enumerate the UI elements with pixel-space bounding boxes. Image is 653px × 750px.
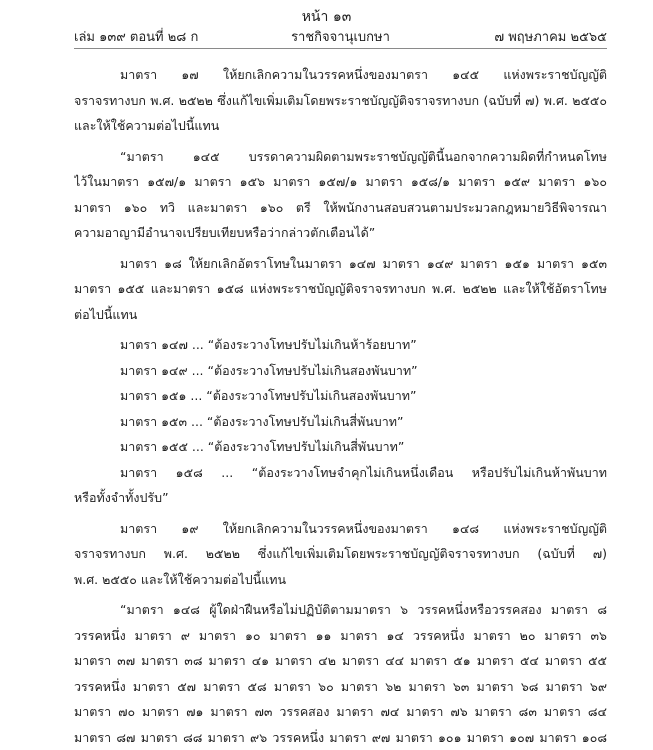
text-line: มาตรา ๑๗ ให้ยกเลิกความในวรรคหนึ่งของมาตรา ๑๔๕ แห่งพระราชบัญญัติ — [120, 67, 607, 82]
penalty-item-151: มาตรา ๑๕๑ ... “ต้องระวางโทษปรับไม่เกินสองพันบาท” — [120, 388, 417, 403]
text-line: ต่อไปนี้แทน — [74, 306, 138, 322]
paragraph-section-17 — [74, 62, 607, 139]
text-line: “มาตรา ๑๔๕ บรรดาความผิดตามพระราชบัญญัตินี้นอกจากความผิดที่กำหนดโทษ — [120, 148, 607, 164]
penalty-item-149: มาตรา ๑๔๙ ... “ต้องระวางโทษปรับไม่เกินสองพันบาท” — [120, 362, 418, 378]
text-line: มาตรา ๑๕๕ และมาตรา ๑๕๘ แห่งพระราชบัญญัติจราจรทางบก พ.ศ. ๒๕๒๒ และให้ใช้อัตราโทษ — [74, 281, 607, 296]
running-header — [74, 26, 607, 44]
text-line: ไว้ในมาตรา ๑๕๗/๑ มาตรา ๑๕๖ มาตรา ๑๕๗/๑ มาตรา ๑๕๘/๑ มาตรา ๑๕๙ มาตรา ๑๖๐ — [74, 174, 607, 189]
publication-date: ๗ พฤษภาคม ๒๕๖๕ — [494, 30, 607, 45]
paragraph-quote-145 — [74, 144, 607, 246]
text-line: มาตรา ๑๖๐ ทวิ และมาตรา ๑๖๐ ตรี ให้พนักงานสอบสวนตามประมวลกฎหมายวิธีพิจารณา — [74, 199, 607, 215]
penalty-item-158 — [74, 460, 607, 511]
header-divider — [74, 48, 607, 49]
text-line: จราจรทางบก พ.ศ. ๒๕๒๒ ซึ่งแก้ไขเพิ่มเติมโดยพระราชบัญญัติจราจรทางบก (ฉบับที่ ๗) — [74, 546, 607, 561]
paragraph-section-18 — [74, 251, 607, 328]
document-body — [74, 62, 607, 750]
text-line: มาตรา ๑๕๘ ... “ต้องระวางโทษจำคุกไม่เกินหนึ่งเดือน หรือปรับไม่เกินห้าพันบาท — [120, 464, 607, 480]
penalty-item-153: มาตรา ๑๕๓ ... “ต้องระวางโทษปรับไม่เกินสี่พันบาท” — [120, 413, 404, 429]
penalty-item-155: มาตรา ๑๕๕ ... “ต้องระวางโทษปรับไม่เกินสี่พันบาท” — [120, 439, 405, 454]
text-line: มาตรา ๗๐ มาตรา ๗๑ มาตรา ๗๓ วรรคสอง มาตรา ๗๔ มาตรา ๗๖ มาตรา ๘๓ มาตรา ๘๔ — [74, 704, 607, 719]
text-line: และให้ใช้ความต่อไปนี้แทน — [74, 118, 220, 133]
text-line: “มาตรา ๑๔๘ ผู้ใดฝ่าฝืนหรือไม่ปฏิบัติตามมาตรา ๖ วรรคหนึ่งหรือวรรคสอง มาตรา ๘ — [120, 602, 607, 617]
text-line: วรรคหนึ่ง มาตรา ๕๗ มาตรา ๕๘ มาตรา ๖๐ มาตรา ๖๒ มาตรา ๖๓ มาตรา ๖๘ มาตรา ๖๙ — [74, 678, 607, 694]
page-number: หน้า ๑๓ — [301, 9, 352, 25]
text-line: ความอาญามีอำนาจเปรียบเทียบหรือว่ากล่าวตักเตือนได้” — [74, 225, 376, 240]
text-line: มาตรา ๓๗ มาตรา ๓๘ มาตรา ๔๑ มาตรา ๔๒ มาตรา ๔๔ มาตรา ๕๑ มาตรา ๕๔ มาตรา ๕๕ — [74, 653, 607, 668]
volume-issue: เล่ม ๑๓๙ ตอนที่ ๒๘ ก — [74, 30, 199, 45]
text-line: มาตรา ๑๙ ให้ยกเลิกความในวรรคหนึ่งของมาตรา ๑๔๘ แห่งพระราชบัญญัติ — [120, 520, 607, 536]
text-line: จราจรทางบก พ.ศ. ๒๕๒๒ ซึ่งแก้ไขเพิ่มเติมโดยพระราชบัญญัติจราจรทางบก (ฉบับที่ ๗) พ.ศ. ๒๕๕๐ — [74, 92, 607, 108]
text-line: วรรคหนึ่ง มาตรา ๙ มาตรา ๑๐ มาตรา ๑๑ มาตรา ๑๔ วรรคหนึ่ง มาตรา ๒๐ มาตรา ๓๖ — [74, 627, 607, 643]
text-line: มาตรา ๘๗ มาตรา ๘๘ มาตรา ๙๖ วรรคหนึ่ง มาตรา ๙๗ มาตรา ๑๐๑ มาตรา ๑๐๗ มาตรา ๑๐๘ — [74, 729, 607, 745]
paragraph-quote-148 — [74, 597, 607, 750]
text-line: มาตรา ๑๘ ให้ยกเลิกอัตราโทษในมาตรา ๑๔๗ มาตรา ๑๔๙ มาตรา ๑๕๑ มาตรา ๑๕๓ — [120, 255, 607, 271]
text-line: พ.ศ. ๒๕๕๐ และให้ใช้ความต่อไปนี้แทน — [74, 571, 287, 587]
publication-name: ราชกิจจานุเบกษา — [291, 30, 390, 45]
text-line: หรือทั้งจำทั้งปรับ” — [74, 490, 169, 505]
penalty-item-147: มาตรา ๑๔๗ ... “ต้องระวางโทษปรับไม่เกินห้าร้อยบาท” — [120, 337, 417, 352]
paragraph-section-19 — [74, 516, 607, 593]
